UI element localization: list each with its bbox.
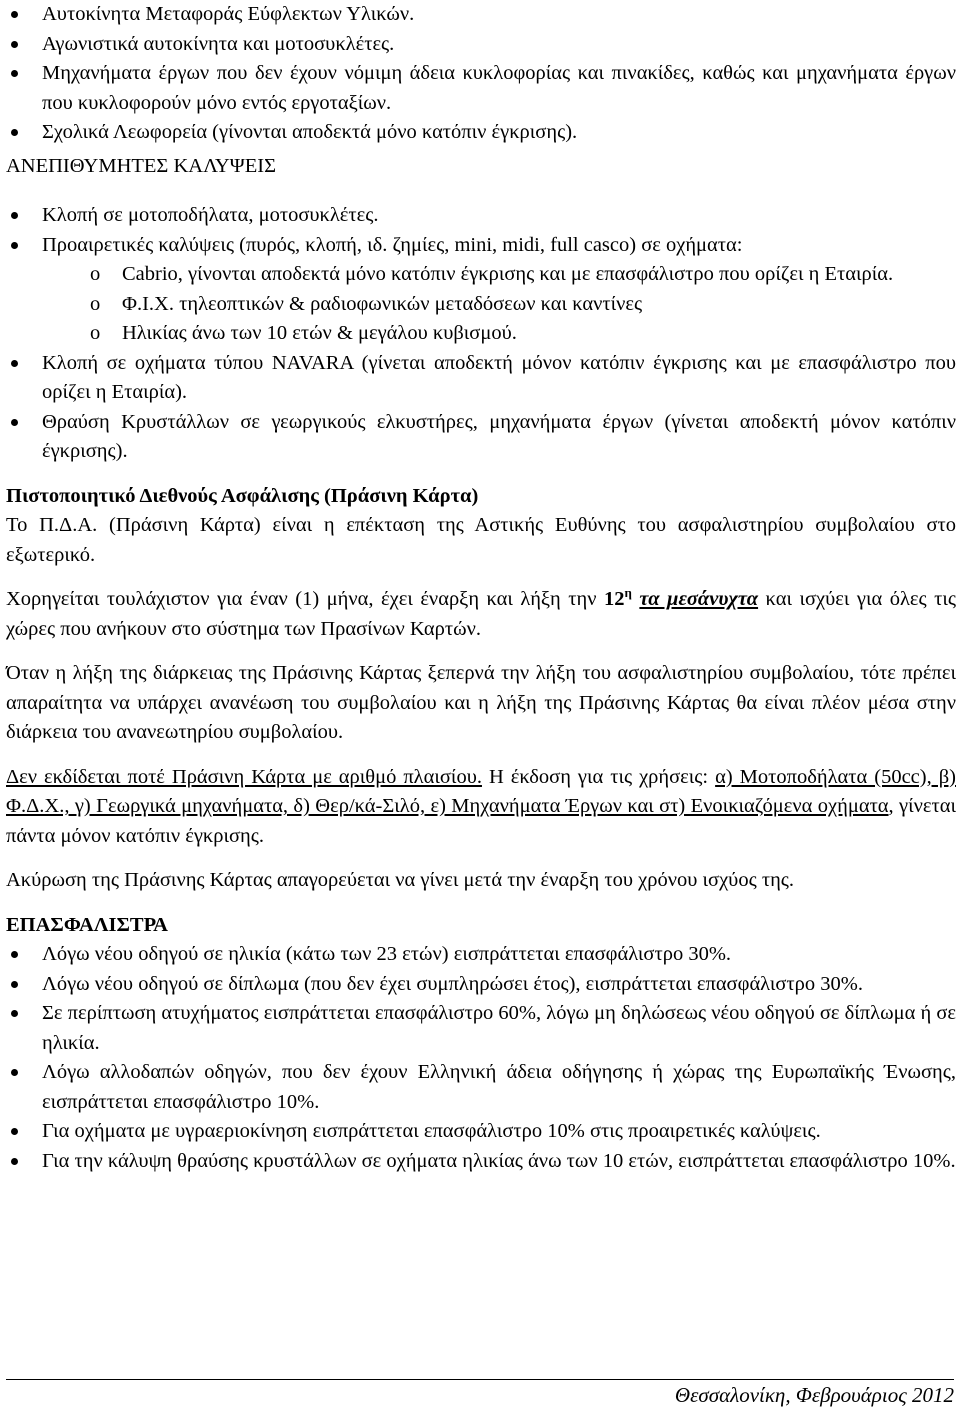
list-item: Σε περίπτωση ατυχήματος εισπράττεται επασφάλιστρο 60%, λόγω μη δηλώσεως νέου οδηγού σε δίπλωμα ή σε ηλικία. xyxy=(6,999,956,1058)
green-card-intro: Το Π.Δ.Α. (Πράσινη Κάρτα) είναι η επέκταση της Αστικής Ευθύνης του ασφαλιστηρίου συμβολαίου στο εξωτερικό. xyxy=(6,514,956,566)
list-item: Λόγω νέου οδηγού σε δίπλωμα (που δεν έχει συμπληρώσει έτος), εισπράττεται επασφάλιστρο 30%. xyxy=(6,970,956,1000)
list-item: Κλοπή σε οχήματα τύπου NAVARA (γίνεται αποδεκτή μόνον κατόπιν έγκρισης και με επασφάλιστρο που ορίζει η Εταιρία). xyxy=(6,349,956,408)
document-page xyxy=(6,0,956,1176)
list-item-text: Προαιρετικές καλύψεις (πυρός, κλοπή, ιδ. ζημίες, mini, midi, full casco) σε οχήματα: xyxy=(42,233,743,256)
list-item: Λόγω νέου οδηγού σε ηλικία (κάτω των 23 ετών) εισπράττεται επασφάλιστρο 30%. xyxy=(6,940,956,970)
list-item: Μηχανήματα έργων που δεν έχουν νόμιμη άδεια κυκλοφορίας και πινακίδες, καθώς και μηχανήματα έργων που κυκλοφορούν μόνο εντός εργοταξίων. xyxy=(6,59,956,118)
undesirable-coverages-list xyxy=(6,201,956,467)
surcharges-heading: ΕΠΑΣΦΑΛΙΣΤΡΑ xyxy=(6,913,168,936)
list-item: Λόγω αλλοδαπών οδηγών, που δεν έχουν Ελληνική άδεια οδήγησης ή χώρας της Ευρωπαϊκής Ένωσης, εισπράττεται επασφάλιστρο 10%. xyxy=(6,1058,956,1117)
excluded-vehicles-list xyxy=(6,0,956,148)
sub-list xyxy=(6,260,956,349)
footer-divider xyxy=(6,1379,954,1380)
green-card-cancellation-paragraph: Ακύρωση της Πράσινης Κάρτας απαγορεύεται να γίνει μετά την έναρξη του χρόνου ισχύος της. xyxy=(6,869,795,891)
undesirable-coverages-heading: ΑΝΕΠΙΘΥΜΗΤΕΣ ΚΑΛΥΨΕΙΣ xyxy=(6,154,277,177)
green-card-validity-paragraph: Χορηγείται τουλάχιστον για έναν (1) μήνα, έχει έναρξη και λήξη την $12^\eta$ τα μεσάνυχτα και ισχύει για όλες τις χώρες που ανήκουν στο σύστημα των Πρασίνων Καρτών. xyxy=(6,585,956,640)
list-item: Για οχήματα με υγραεριοκίνηση εισπράττεται επασφάλιστρο 10% στις προαιρετικές καλύψεις. xyxy=(6,1117,956,1147)
list-item: Κλοπή σε μοτοποδήλατα, μοτοσυκλέτες. xyxy=(6,201,956,231)
footer-place-date: Θεσσαλονίκη, Φεβρουάριος 2012 xyxy=(674,1383,954,1407)
list-item: Για την κάλυψη θραύσης κρυστάλλων σε οχήματα ηλικίας άνω των 10 ετών, εισπράττεται επασφάλιστρο 10%. xyxy=(6,1147,956,1177)
list-item: Αγωνιστικά αυτοκίνητα και μοτοσυκλέτες. xyxy=(6,30,956,60)
surcharges-list xyxy=(6,940,956,1176)
list-item: Σχολικά Λεωφορεία (γίνονται αποδεκτά μόνο κατόπιν έγκρισης). xyxy=(6,118,956,148)
sub-list-item: o Ηλικίας άνω των 10 ετών & μεγάλου κυβισμού. xyxy=(6,319,956,349)
green-card-heading: Πιστοποιητικό Διεθνούς Ασφάλισης (Πράσινη Κάρτα) xyxy=(6,484,479,507)
list-item: Θραύση Κρυστάλλων σε γεωργικούς ελκυστήρες, μηχανήματα έργων (γίνεται αποδεκτή μόνον κατόπιν έγκρισης). xyxy=(6,408,956,467)
green-card-expiry-paragraph: Όταν η λήξη της διάρκειας της Πράσινης Κάρτας ξεπερνά την λήξη του ασφαλιστηρίου συμβολαίου, τότε πρέπει απαραίτητα να υπάρχει ανανέωση του συμβολαίου και η λήξη της Πράσινης Κάρτας θα είναι πλέον μέσα στην διάρκεια του ανανεωτηρίου συμβολαίου. xyxy=(6,662,956,743)
sub-list-item: o Φ.Ι.Χ. τηλεοπτικών & ραδιοφωνικών μεταδόσεων και καντίνες xyxy=(6,290,956,320)
sub-list-item: o Cabrio, γίνονται αποδεκτά μόνο κατόπιν έγκρισης και με επασφάλιστρο που ορίζει η Εταιρία. xyxy=(6,260,956,290)
list-item: Αυτοκίνητα Μεταφοράς Εύφλεκτων Υλικών. xyxy=(6,0,956,30)
green-card-issuance-paragraph: Δεν εκδίδεται ποτέ Πράσινη Κάρτα με αριθμό πλαισίου. Η έκδοση για τις χρήσεις: α) Μοτοποδήλατα (50cc), β) Φ.Δ.Χ., γ) Γεωργικά μηχανήματα, δ) Θερ/κά-Σιλό, ε) Μηχανήματα Έργων και στ) Ενοικιαζόμενα οχήματα, γίνεται πάντα μόνον κατόπιν έγκρισης. xyxy=(6,765,956,847)
list-item xyxy=(6,231,956,349)
